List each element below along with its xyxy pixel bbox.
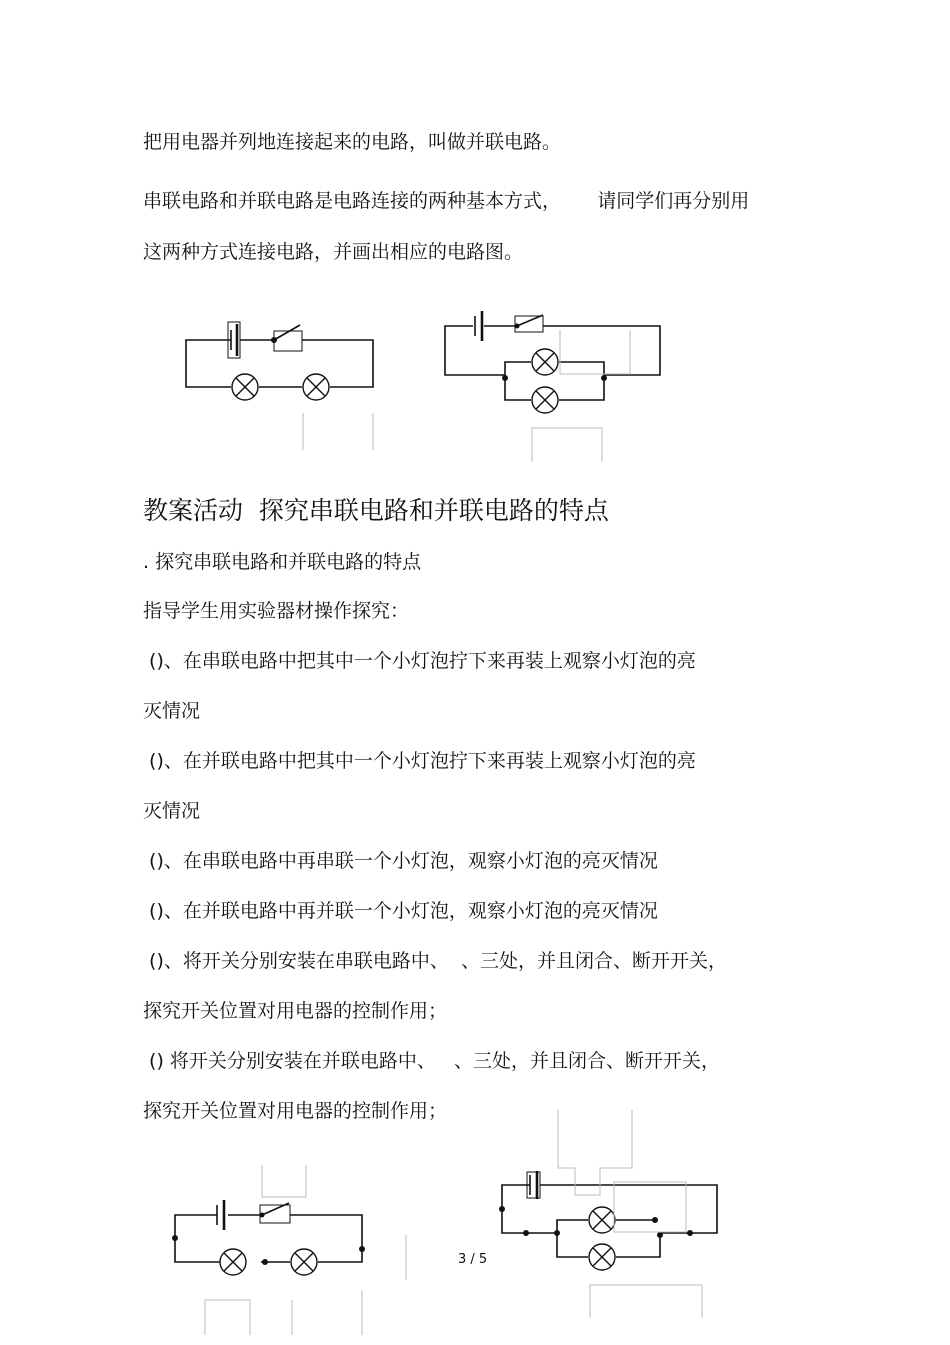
- paragraph-draw-diagrams: 这两种方式连接电路，并画出相应的电路图。: [143, 241, 524, 263]
- switch-icon: [515, 315, 544, 332]
- section-heading: 教案活动 探究串联电路和并联电路的特点: [143, 496, 609, 525]
- activity-intro: 指导学生用实验器材操作探究：: [143, 600, 410, 622]
- activity-line: ()、在并联电路中再并联一个小灯泡，观察小灯泡的亮灭情况: [143, 900, 658, 922]
- page-number: 3 / 5: [458, 1252, 488, 1267]
- paragraph-two-methods: 串联电路和并联电路是电路连接的两种基本方式， 请同学们再分别用: [143, 190, 750, 212]
- lamp-icon: [291, 1249, 317, 1275]
- activity-line: 探究开关位置对用电器的控制作用；: [143, 1100, 448, 1122]
- activity-line: 灭情况: [143, 800, 201, 822]
- lamp-icon: [220, 1249, 246, 1275]
- battery-icon: [217, 1200, 224, 1230]
- activity-line: ()、在并联电路中把其中一个小灯泡拧下来再装上观察小灯泡的亮: [143, 750, 696, 772]
- series-circuit-switch-positions-diagram: [172, 1165, 406, 1335]
- lamp-icon: [232, 374, 258, 400]
- series-circuit-diagram: [186, 322, 373, 450]
- section-subheading: . 探究串联电路和并联电路的特点: [143, 551, 422, 573]
- activity-line: 灭情况: [143, 700, 201, 722]
- activity-line: ()、在串联电路中再串联一个小灯泡，观察小灯泡的亮灭情况: [143, 850, 658, 872]
- lamp-icon: [532, 349, 558, 375]
- switch-icon: [271, 325, 302, 351]
- activity-line: () 将开关分别安装在并联电路中、 、三处，并且闭合、断开开关，: [143, 1050, 721, 1072]
- lamp-icon: [589, 1244, 615, 1270]
- activity-line: 探究开关位置对用电器的控制作用；: [143, 1000, 448, 1022]
- parallel-circuit-switch-positions-diagram: [499, 1110, 717, 1318]
- lamp-icon: [589, 1207, 615, 1233]
- activity-line: ()、将开关分别安装在串联电路中、 、三处，并且闭合、断开开关，: [143, 950, 727, 972]
- activity-line: ()、在串联电路中把其中一个小灯泡拧下来再装上观察小灯泡的亮: [143, 650, 696, 672]
- battery-icon: [475, 311, 482, 341]
- lamp-icon: [303, 374, 329, 400]
- paragraph-parallel-definition: 把用电器并列地连接起来的电路，叫做并联电路。: [143, 131, 562, 153]
- switch-icon: [260, 1203, 291, 1223]
- lamp-icon: [532, 387, 558, 413]
- parallel-circuit-diagram: [445, 311, 660, 462]
